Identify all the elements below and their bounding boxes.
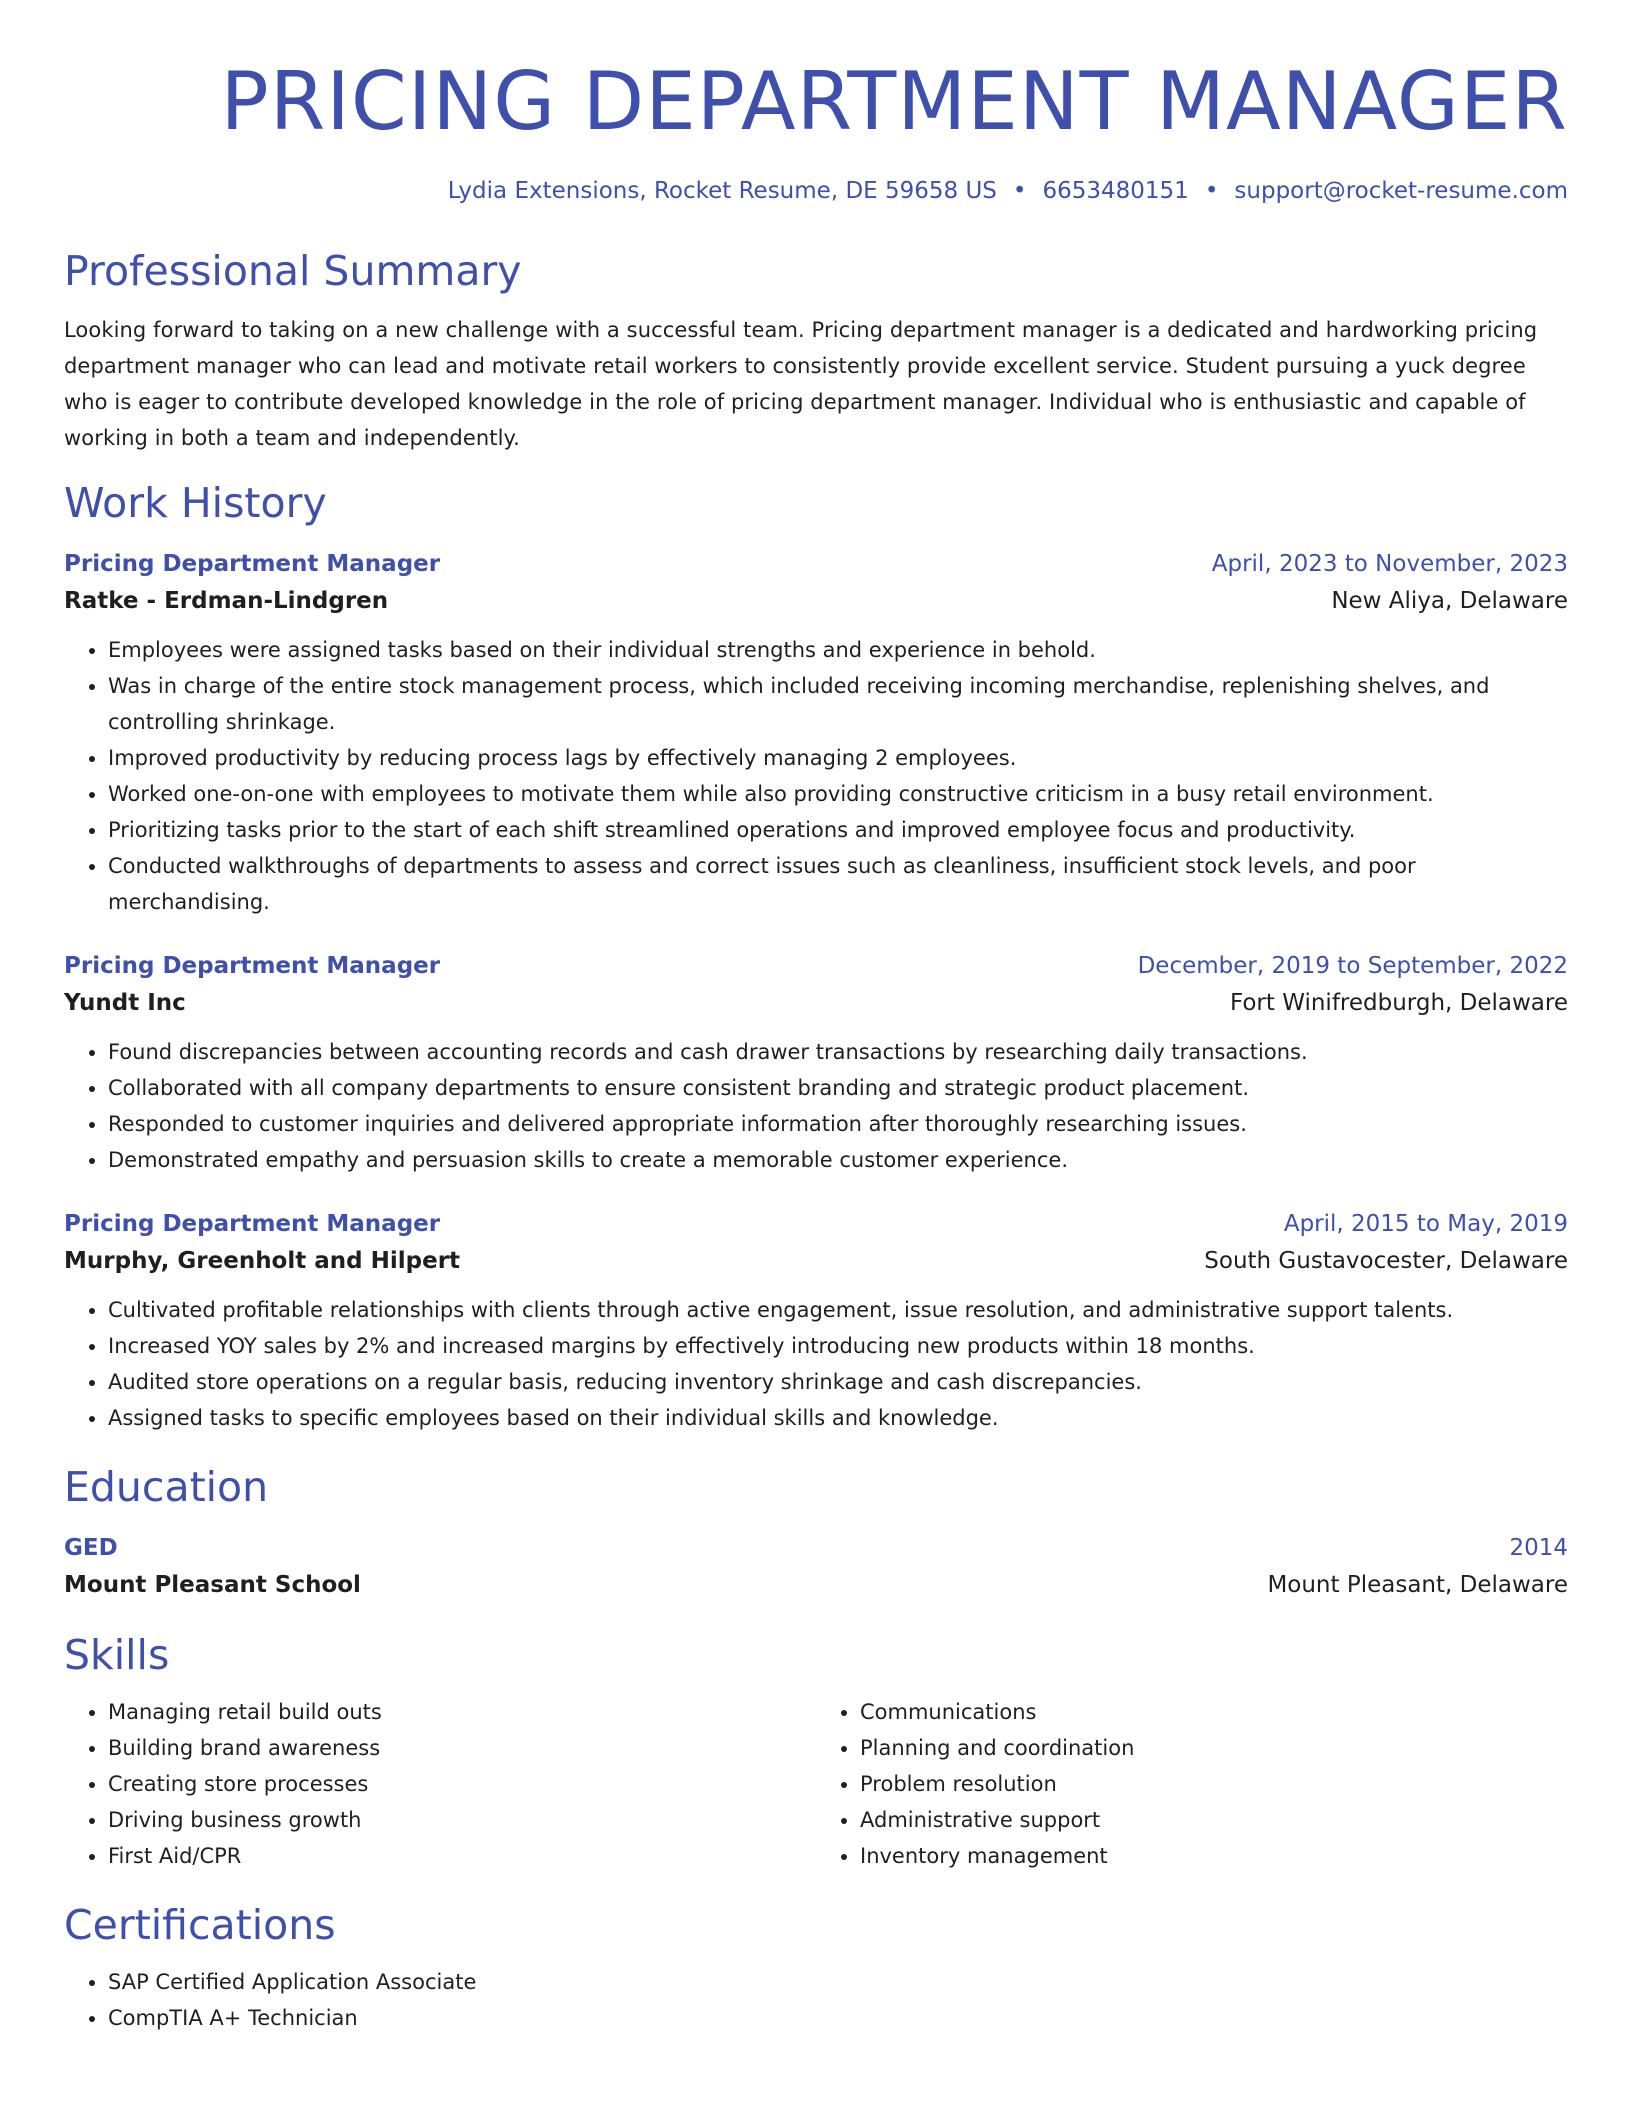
contact-line [64, 176, 1568, 206]
skill-item: • Driving business growth [108, 1802, 816, 1838]
contact-email[interactable]: support@rocket-resume.com [1234, 178, 1568, 204]
job-title: Pricing Department Manager [64, 551, 441, 577]
contact-phone: 6653480151 [1042, 178, 1189, 204]
job-bullet: • Audited store operations on a regular basis, reducing inventory shrinkage and cash discrepancies. [108, 1364, 1568, 1400]
job-location: South Gustavocester, Delaware [1204, 1248, 1568, 1274]
resume-title: PRICING DEPARTMENT MANAGER [220, 55, 1568, 148]
job-entry [64, 948, 1568, 1178]
job-company: Ratke - Erdman-Lindgren [64, 588, 389, 614]
skills-columns [64, 1680, 1568, 1874]
job-bullet: • Worked one-on-one with employees to motivate them while also providing constructive criticism in a busy retail environment. [108, 776, 1568, 812]
job-bullet: • Found discrepancies between accounting records and cash drawer transactions by researching daily transactions. [108, 1034, 1568, 1070]
job-bullet: • Increased YOY sales by 2% and increased margins by effectively introducing new products within 18 months. [108, 1328, 1568, 1364]
job-entry [64, 1206, 1568, 1436]
job-title: Pricing Department Manager [64, 1211, 441, 1237]
job-bullet: • Employees were assigned tasks based on their individual strengths and experience in behold. [108, 632, 1568, 668]
job-dates: December, 2019 to September, 2022 [1137, 953, 1568, 979]
job-location: Fort Winifredburgh, Delaware [1229, 990, 1568, 1016]
job-bullets [64, 1034, 1568, 1178]
summary-text: Looking forward to taking on a new challenge with a successful team. Pricing department manager is a dedicated and hardworking pricing department manager who can lead and motivate retail workers to consistently provide excellent service. Student pursuing a yuck degree who is eager to contribute developed knowledge in the role of pricing department manager. Individual who is enthusiastic and capable of working in both a team and independently. [64, 318, 1538, 450]
education-year: 2014 [1509, 1535, 1568, 1561]
skill-item: • Building brand awareness [108, 1730, 816, 1766]
job-bullet: • Prioritizing tasks prior to the start of each shift streamlined operations and improved employee focus and productivity. [108, 812, 1568, 848]
education-location: Mount Pleasant, Delaware [1267, 1572, 1568, 1598]
skills-list-right [816, 1694, 1568, 1874]
skill-item: • First Aid/CPR [108, 1838, 816, 1874]
job-bullet: • Responded to customer inquiries and delivered appropriate information after thoroughly researching issues. [108, 1106, 1568, 1142]
education-degree-row [64, 1530, 1568, 1566]
education-entry [64, 1530, 1568, 1604]
job-bullets [64, 632, 1568, 920]
education-heading: Education [64, 1463, 269, 1511]
job-header-row [64, 546, 1568, 582]
skill-item: • Communications [860, 1694, 1568, 1730]
skills-list-left [64, 1694, 816, 1874]
contact-separator: • [1012, 178, 1027, 204]
skill-item: • Creating store processes [108, 1766, 816, 1802]
job-location: New Aliya, Delaware [1331, 588, 1568, 614]
education-school-row [64, 1566, 1568, 1604]
job-bullet: • Was in charge of the entire stock management process, which included receiving incoming merchandise, replenishing shelves, and controlling shrinkage. [108, 668, 1568, 740]
job-dates: April, 2023 to November, 2023 [1211, 551, 1568, 577]
education-degree: GED [64, 1535, 118, 1561]
job-company-row [64, 582, 1568, 620]
summary-heading: Professional Summary [64, 247, 522, 295]
job-company: Murphy, Greenholt and Hilpert [64, 1248, 461, 1274]
skill-item: • Problem resolution [860, 1766, 1568, 1802]
skill-item: • Inventory management [860, 1838, 1568, 1874]
contact-address: Lydia Extensions, Rocket Resume, DE 59658 US [447, 178, 997, 204]
job-dates: April, 2015 to May, 2019 [1283, 1211, 1568, 1237]
job-company-row [64, 1242, 1568, 1280]
job-bullet: • Improved productivity by reducing process lags by effectively managing 2 employees. [108, 740, 1568, 776]
job-bullet: • Conducted walkthroughs of departments to assess and correct issues such as cleanliness, insufficient stock levels, and poor merchandising. [108, 848, 1568, 920]
job-bullet: • Cultivated profitable relationships with clients through active engagement, issue resolution, and administrative support talents. [108, 1292, 1568, 1328]
certifications-list [64, 1964, 1568, 2036]
job-company-row [64, 984, 1568, 1022]
job-header-row [64, 948, 1568, 984]
certifications-heading: Certifications [64, 1901, 336, 1949]
job-bullet: • Assigned tasks to specific employees based on their individual skills and knowledge. [108, 1400, 1568, 1436]
job-company: Yundt Inc [64, 990, 186, 1016]
job-bullet: • Demonstrated empathy and persuasion skills to create a memorable customer experience. [108, 1142, 1568, 1178]
job-bullet: • Collaborated with all company departments to ensure consistent branding and strategic product placement. [108, 1070, 1568, 1106]
job-entry [64, 546, 1568, 920]
job-bullets [64, 1292, 1568, 1436]
work-history-heading: Work History [64, 479, 327, 527]
job-title: Pricing Department Manager [64, 953, 441, 979]
skill-item: • Managing retail build outs [108, 1694, 816, 1730]
certification-item: • CompTIA A+ Technician [108, 2000, 1568, 2036]
education-school: Mount Pleasant School [64, 1572, 361, 1598]
skill-item: • Administrative support [860, 1802, 1568, 1838]
skills-heading: Skills [64, 1631, 170, 1679]
certification-item: • SAP Certified Application Associate [108, 1964, 1568, 2000]
job-header-row [64, 1206, 1568, 1242]
skill-item: • Planning and coordination [860, 1730, 1568, 1766]
contact-separator: • [1204, 178, 1219, 204]
